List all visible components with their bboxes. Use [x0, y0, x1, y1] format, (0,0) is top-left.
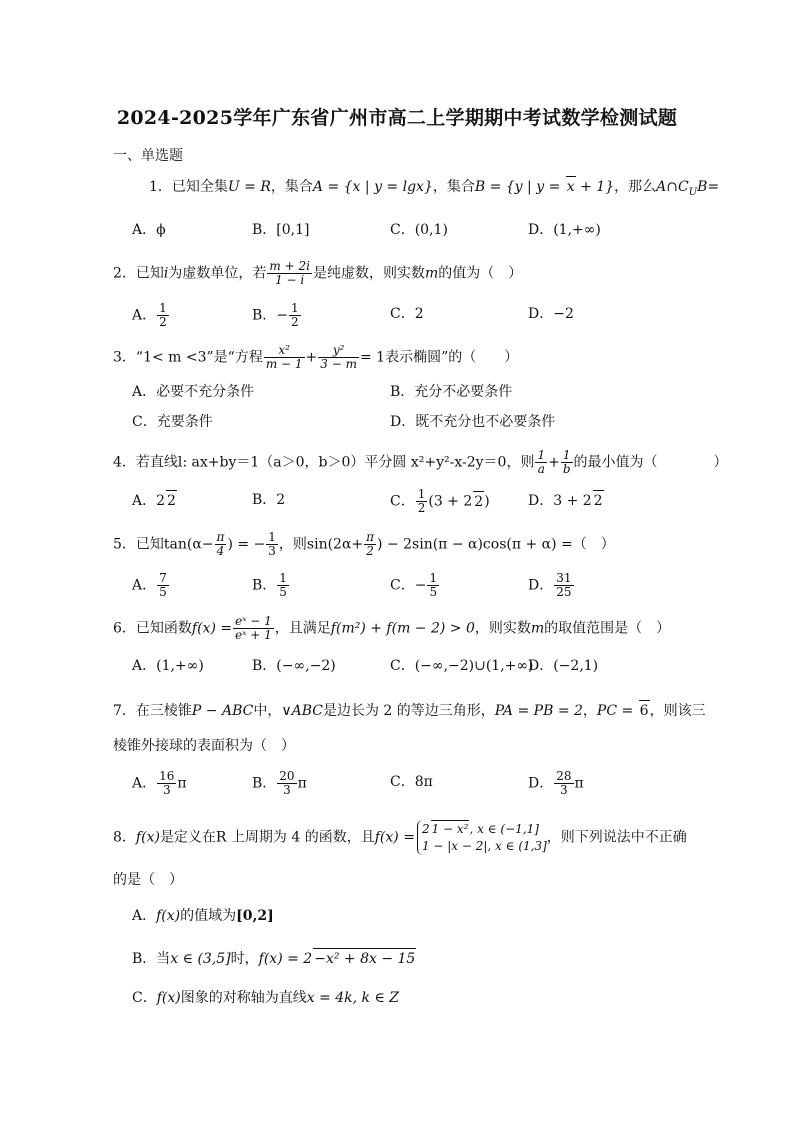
q4-text: 4．若直线l: ax+by＝1（a＞0，b＞0）平分圆 x²+y²-x-2y＝0，则: [113, 454, 535, 471]
q8-value: x = 4k, k ∈ Z: [306, 990, 400, 1006]
q3-option-c[interactable]: C．充要条件: [132, 414, 213, 430]
q3-option-b[interactable]: B．充分不必要条件: [390, 384, 513, 400]
q7-option-fraction: [277, 770, 296, 797]
q4-plus: +: [548, 454, 560, 471]
q2-text: 2．已知: [113, 265, 164, 282]
q5-fraction: [215, 531, 227, 558]
q8-function: f(x): [135, 829, 160, 846]
question-8: [113, 820, 687, 855]
q3-fraction-x: [264, 344, 305, 371]
q5-option-fraction: [277, 572, 289, 599]
q8-option-label: C．: [132, 990, 157, 1006]
q1-text: ，集合: [432, 179, 475, 195]
q7-option-fraction: [157, 770, 176, 797]
q6-text: ，则实数: [474, 620, 531, 637]
q5-text: ) − 2sin(π − α)cos(π + α) =（ ）: [377, 536, 615, 553]
question-4: [113, 449, 728, 476]
q8-case: 2: [421, 822, 430, 836]
q7-option-a[interactable]: [132, 770, 187, 797]
q6-function: f(x) =: [191, 620, 233, 637]
frac-den: 3: [268, 544, 276, 558]
q8-text: 8．: [113, 829, 136, 846]
q2-option-b[interactable]: [252, 302, 302, 329]
question-1: [149, 176, 719, 203]
frac-num: 7: [159, 571, 167, 585]
q8-text: 的值域为: [180, 908, 237, 924]
q1-text: ，那么: [614, 179, 657, 195]
q8-expr: f(x) = 2: [258, 951, 313, 967]
q1-expression-end: B=: [697, 179, 720, 195]
sqrt: 2: [166, 490, 177, 511]
q1-option-d[interactable]: D．(1,+∞): [528, 222, 601, 238]
q7-text: 7．在三棱锥: [113, 703, 192, 719]
frac-num: y²: [318, 344, 359, 358]
pi: π: [297, 775, 307, 792]
q5-fraction: [364, 531, 376, 558]
q1-option-b[interactable]: B．[0,1]: [252, 222, 310, 238]
q4-text: 的最小值为（ ）: [573, 454, 728, 471]
q2-option-c[interactable]: C．2: [390, 306, 424, 322]
frac-den: 5: [279, 585, 287, 599]
q8-piecewise: [417, 820, 547, 855]
frac-num: 1: [417, 487, 426, 501]
q4-option-label: C．: [390, 493, 415, 510]
q4-option-label: D．3 + 2: [528, 493, 592, 509]
q8-expr: f(x): [156, 990, 181, 1006]
q2-text: 的值为（ ）: [438, 265, 523, 282]
frac-num: eˣ − 1: [235, 614, 272, 628]
q4-option-fraction: [416, 488, 428, 515]
frac-num: π: [366, 530, 375, 544]
q2-den: 1 − i: [275, 273, 305, 287]
q8-case: , x ∈ (−1,1]: [469, 822, 539, 836]
q7-pyramid: P − ABC: [191, 703, 254, 719]
q2-fraction: [267, 260, 312, 287]
q2-var: i: [163, 265, 169, 282]
q8-text: 时，: [230, 951, 259, 967]
q2-option-label: A．: [132, 307, 157, 324]
q8-option-c[interactable]: [132, 988, 399, 1008]
frac-num: π: [216, 530, 225, 544]
q3-option-a[interactable]: A．必要不充分条件: [132, 384, 255, 400]
q1-universal-set: U = R: [227, 179, 271, 195]
q4-option-expr: (3 + 2: [428, 493, 473, 510]
q7-pc: PC =: [596, 703, 638, 719]
q7-option-label: A．: [132, 775, 157, 792]
q5-option-fraction: [427, 572, 439, 599]
q2-option-fraction: [157, 302, 169, 329]
q8-option-a[interactable]: [132, 906, 274, 926]
pi: π: [177, 775, 187, 792]
q8-value: [0,2]: [236, 908, 274, 924]
q8-condition: x ∈ (3,5]: [170, 951, 231, 967]
question-2: [113, 260, 522, 287]
frac-den: 2: [417, 501, 426, 515]
q6-text: ，且满足: [274, 620, 331, 637]
q4-option-a[interactable]: [132, 490, 177, 511]
q2-option-label: B．−: [252, 307, 289, 324]
frac-den: 25: [556, 585, 572, 599]
q7-triangle: ∨ABC: [281, 703, 323, 719]
frac-den: 2: [366, 544, 374, 558]
q2-option-fraction: [289, 302, 301, 329]
q8-case: 1 − |x − 2|, x ∈ (1,3]: [421, 839, 547, 853]
frac-den: 5: [429, 585, 438, 599]
q1-subscript: U: [688, 186, 698, 198]
q6-option-a[interactable]: A．(1,+∞): [132, 658, 204, 674]
frac-num: 20: [279, 769, 295, 783]
q2-num: m + 2i: [269, 259, 310, 273]
q7-option-fraction: [554, 770, 573, 797]
q2-var: m: [424, 265, 439, 282]
q7-text: ，则该三: [649, 703, 706, 719]
q5-fraction: [266, 531, 278, 558]
question-8-line2: 的是（ ）: [113, 872, 183, 888]
q5-option-label: B．: [252, 577, 277, 594]
sqrt: 1 − x²: [431, 822, 469, 836]
page-title: 2024-2025学年广东省广州市高二上学期期中考试数学检测试题: [116, 107, 678, 129]
q8-option-label: A．: [132, 908, 157, 924]
q4-option-c[interactable]: [390, 488, 490, 515]
q7-option-label: D．: [528, 775, 554, 792]
q5-text: ，则sin(2α+: [278, 536, 364, 553]
frac-den: 3: [162, 783, 171, 797]
q5-option-label: D．: [528, 577, 554, 594]
question-7: [113, 700, 706, 721]
frac-den: 5: [159, 585, 167, 599]
frac-num: 31: [556, 571, 572, 585]
q6-condition: f(m²) + f(m − 2) > 0: [330, 620, 475, 637]
q7-option-d[interactable]: [528, 770, 584, 797]
q4-fraction-b: [561, 449, 573, 476]
q5-text: 5．已知tan(α−: [113, 536, 214, 553]
q6-text: 6．已知函数: [113, 620, 192, 637]
q5-option-label: A．: [132, 577, 157, 594]
frac-num: 1: [291, 301, 299, 315]
frac-num: 1: [537, 448, 546, 462]
frac-num: 1: [561, 449, 573, 463]
q6-var: m: [530, 620, 545, 637]
sqrt: 2: [593, 490, 604, 511]
frac-num: 1: [429, 571, 438, 585]
q5-option-c[interactable]: [390, 572, 440, 599]
sqrt: 6: [639, 700, 650, 721]
q8-text: ，则下列说法中不正确: [546, 829, 687, 846]
q7-option-label: B．: [252, 775, 277, 792]
frac-num: 1: [159, 301, 167, 315]
q6-option-d[interactable]: D．(−2,1): [528, 658, 599, 674]
q2-text: 是纯虚数，则实数: [312, 265, 425, 282]
frac-den: 3: [560, 783, 568, 797]
q1-text: ，集合: [270, 179, 313, 195]
frac-den: 2: [159, 315, 167, 329]
q1-set-b-end: + 1}: [575, 179, 615, 195]
q6-option-b[interactable]: B．(−∞,−2): [252, 658, 336, 674]
q7-option-c[interactable]: C．8π: [390, 774, 433, 790]
q5-option-b[interactable]: [252, 572, 290, 599]
question-5: [113, 531, 615, 558]
q7-text: 中，: [253, 703, 282, 719]
question-3: [113, 344, 518, 371]
q5-option-fraction: [554, 572, 573, 599]
q2-option-d[interactable]: D．−2: [528, 306, 574, 322]
q3-text: 3．“1< m <3”是“方程: [113, 349, 263, 366]
frac-num: 28: [556, 769, 572, 783]
q3-option-d[interactable]: D．既不充分也不必要条件: [390, 414, 556, 430]
q8-option-b[interactable]: [132, 948, 416, 969]
q3-text: = 1表示椭圆”的（ ）: [359, 349, 519, 366]
pi: π: [574, 775, 584, 792]
q4-option-expr-end: ): [484, 493, 490, 510]
question-6: [113, 615, 670, 642]
q1-set-b: B = {y | y =: [474, 179, 565, 195]
q3-plus: +: [305, 349, 318, 366]
q4-option-b[interactable]: B．2: [252, 492, 286, 508]
q5-option-label: C．−: [390, 577, 427, 594]
frac-den: b: [562, 462, 571, 476]
frac-den: eˣ + 1: [235, 628, 272, 642]
q5-option-fraction: [157, 572, 169, 599]
frac-den: a: [537, 462, 545, 476]
frac-den: 3: [283, 783, 291, 797]
q8-function: f(x) =: [374, 829, 415, 846]
q8-expr: f(x): [156, 908, 181, 924]
q4-option-label: A．2: [132, 493, 166, 509]
q8-option-label: B．当: [132, 951, 171, 967]
q2-text: 为虚数单位，若: [168, 265, 267, 282]
q7-text: 是边长为 2 的等边三角形，: [322, 703, 495, 719]
frac-num: 16: [159, 769, 175, 783]
q1-option-a[interactable]: A．ϕ: [132, 222, 166, 238]
q2-option-a[interactable]: [132, 302, 170, 329]
q3-fraction-y: [318, 344, 359, 371]
frac-num: x²: [264, 344, 305, 358]
q5-option-a[interactable]: [132, 572, 170, 599]
q5-option-d[interactable]: [528, 572, 575, 599]
frac-num: 1: [279, 571, 287, 585]
q6-option-c[interactable]: C．(−∞,−2)∪(1,+∞): [390, 658, 534, 674]
frac-num: 1: [268, 530, 276, 544]
q7-text: ，: [582, 703, 597, 719]
q6-text: 的取值范围是（ ）: [544, 620, 671, 637]
frac-den: m − 1: [265, 357, 303, 371]
question-7-line2: 棱锥外接球的表面积为（ ）: [113, 738, 295, 754]
sqrt: −x² + 8x − 15: [313, 948, 416, 969]
q1-text: 1．已知全集: [149, 179, 228, 195]
q4-option-d[interactable]: [528, 490, 604, 511]
frac-den: 4: [216, 544, 225, 558]
sqrt: 2: [473, 491, 484, 512]
frac-den: 3 − m: [320, 357, 357, 371]
frac-den: 2: [291, 315, 299, 329]
q7-edges: PA = PB = 2: [494, 703, 583, 719]
q8-text: 图象的对称轴为直线: [180, 990, 307, 1006]
q4-fraction-a: [535, 449, 547, 476]
q6-fraction: [233, 615, 274, 642]
section-heading: 一、单选题: [113, 148, 183, 164]
q5-text: ) = −: [227, 536, 266, 553]
q1-expression: A∩C: [656, 179, 689, 195]
q1-sqrt: x: [566, 176, 576, 197]
q7-option-b[interactable]: [252, 770, 307, 797]
q1-option-c[interactable]: C．(0,1): [390, 222, 448, 238]
q8-text: 是定义在R 上周期为 4 的函数，且: [159, 829, 375, 846]
q1-set-a: A = {x | y = lgx}: [312, 179, 433, 195]
